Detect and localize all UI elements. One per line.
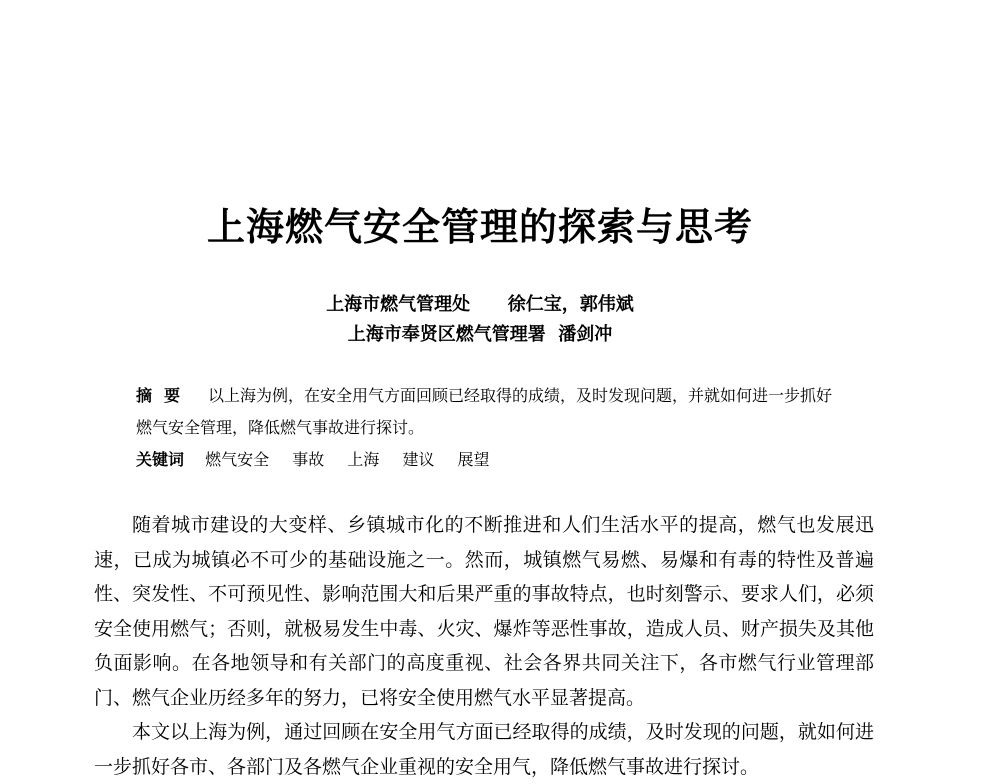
keywords-label: 关键词 bbox=[136, 450, 185, 469]
abstract-label: 摘要 bbox=[136, 386, 193, 405]
author-line-2 bbox=[0, 320, 960, 350]
abstract-text: 以上海为例，在安全用气方面回顾已经取得的成绩，及时发现问题，并就如何进一步抓好燃气安全管理，降低燃气事故进行探讨。 bbox=[136, 386, 833, 437]
body-paragraph: 随着城市建设的大变样、乡镇城市化的不断推进和人们生活水平的提高，燃气也发展迅速，已成为城镇必不可少的基础设施之一。然而，城镇燃气易燃、易爆和有毒的特性及普遍性、突发性、不可预见性、影响范围大和后果严重的事故特点，也时刻警示、要求人们，必须安全使用燃气；否则，就极易发生中毒、火灾、爆炸等恶性事故，造成人员、财产损失及其他负面影响。在各地领导和有关部门的高度重视、社会各界共同关注下，各市燃气行业管理部门、燃气企业历经多年的努力，已将安全使用燃气水平显著提高。 bbox=[94, 514, 874, 709]
keyword-item: 事故 bbox=[292, 450, 325, 469]
keyword-item: 燃气安全 bbox=[205, 450, 270, 469]
author-names-2: 潘剑冲 bbox=[558, 324, 613, 345]
keyword-item: 展望 bbox=[457, 450, 490, 469]
keywords bbox=[136, 444, 836, 476]
body-paragraph: 本文以上海为例，通过回顾在安全用气方面已经取得的成绩，及时发现的问题，就如何进一步抓好各市、各部门及各燃气企业重视的安全用气，降低燃气事故进行探讨。 bbox=[94, 721, 874, 778]
author-block bbox=[0, 290, 960, 350]
abstract bbox=[136, 380, 836, 444]
abstract-block bbox=[136, 380, 836, 476]
body-text bbox=[94, 508, 874, 784]
paper-title: 上海燃气安全管理的探索与思考 bbox=[206, 204, 753, 249]
affiliation-1: 上海市燃气管理处 bbox=[326, 294, 471, 315]
affiliation-2: 上海市奉贤区燃气管理署 bbox=[347, 324, 546, 345]
author-line-1 bbox=[0, 290, 960, 320]
keyword-item: 建议 bbox=[402, 450, 435, 469]
keyword-item: 上海 bbox=[347, 450, 380, 469]
author-names-1: 徐仁宝，郭伟斌 bbox=[507, 294, 634, 315]
